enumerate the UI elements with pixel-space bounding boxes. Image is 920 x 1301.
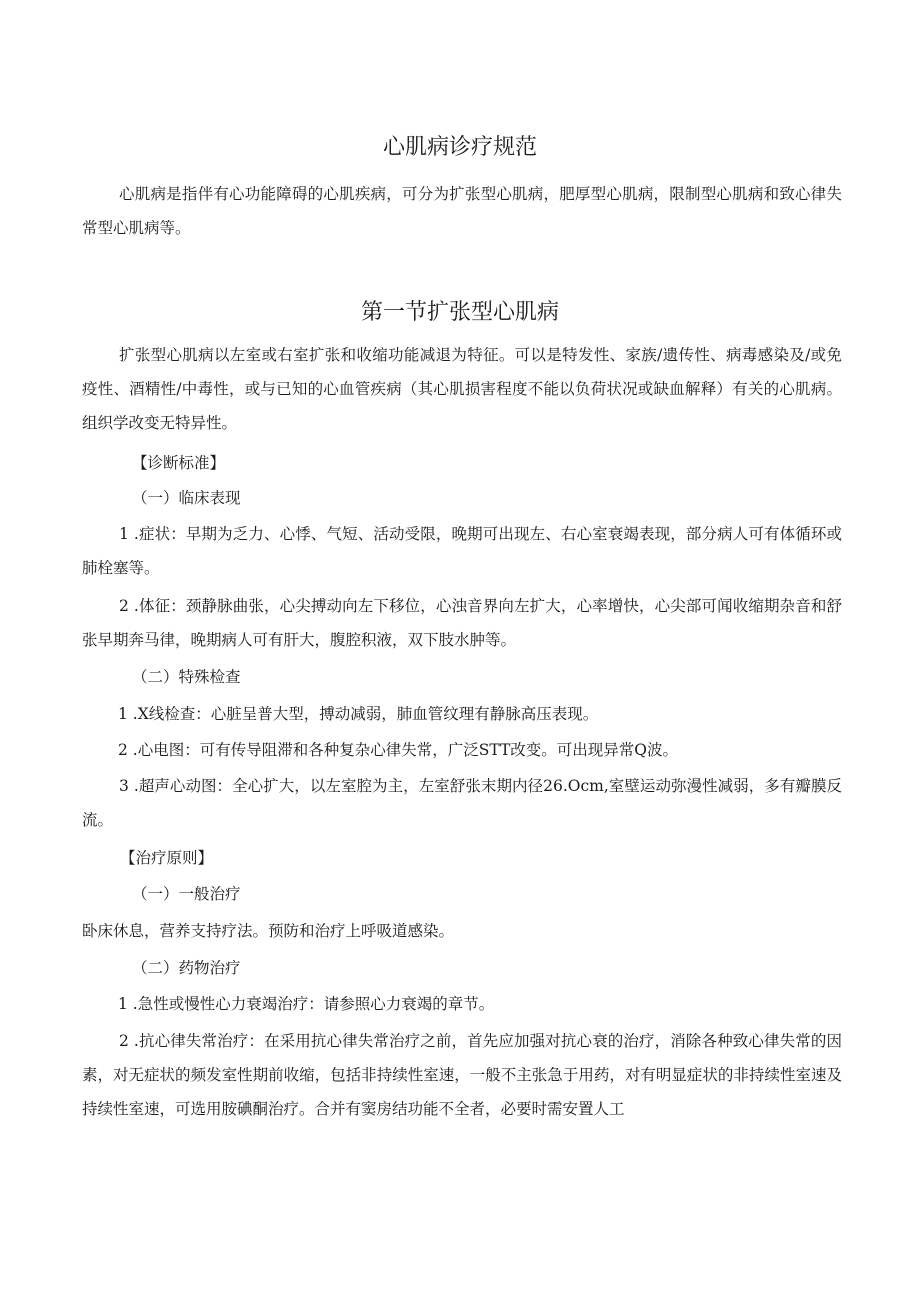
intro-paragraph: 心肌病是指伴有心功能障碍的心肌疾病，可分为扩张型心肌病，肥厚型心肌病，限制型心肌病和致心律失常型心肌病等。: [82, 185, 842, 237]
special-label: （二）特殊检查: [132, 668, 241, 686]
special-item-3: 3 .超声心动图：全心扩大，以左室腔为主，左室舒张末期内径26.Ocm,室壁运动弥漫性减弱，多有瓣膜反流。: [82, 777, 842, 829]
general-text: 卧床休息，营养支持疗法。预防和治疗上呼吸道感染。: [82, 922, 455, 940]
document-title: 心肌病诊疗规范: [382, 135, 537, 160]
drug-item-1: 1 .急性或慢性心力衰竭治疗：请参照心力衰竭的章节。: [118, 995, 495, 1013]
diagnosis-label: 【诊断标准】: [132, 454, 226, 472]
clinical-label: （一）临床表现: [132, 489, 241, 507]
special-item-2: 2 .心电图：可有传导阻滞和各种复杂心律失常，广泛STT改变。可出现异常Q波。: [118, 741, 679, 759]
general-label: （一）一般治疗: [132, 885, 241, 903]
section-heading: 第一节扩张型心肌病: [360, 300, 559, 325]
treatment-label: 【治疗原则】: [120, 849, 214, 867]
overview-paragraph: 扩张型心肌病以左室或右室扩张和收缩功能减退为特征。可以是特发性、家族/遗传性、病毒感染及/或免疫性、酒精性/中毒性，或与已知的心血管疾病（其心肌损害程度不能以负荷状况或缺血解释）有关的心肌病。组织学改变无特异性。: [82, 346, 842, 432]
clinical-item-1: 1 .症状：早期为乏力、心悸、气短、活动受限，晚期可出现左、右心室衰竭表现，部分病人可有体循环或肺栓塞等。: [82, 525, 842, 577]
drug-item-2: 2 .抗心律失常治疗：在采用抗心律失常治疗之前，首先应加强对抗心衰的治疗，消除各种致心律失常的因素，对无症状的频发室性期前收缩，包括非持续性室速，一般不主张急于用药，对有明显症状的非持续性室速及持续性室速，可选用胺碘酮治疗。合并有窦房结功能不全者，必要时需安置人工: [82, 1032, 842, 1118]
drug-label: （二）药物治疗: [132, 959, 241, 977]
clinical-item-2: 2 .体征：颈静脉曲张，心尖搏动向左下移位，心浊音界向左扩大，心率增快，心尖部可闻收缩期杂音和舒张早期奔马律，晚期病人可有肝大，腹腔积液，双下肢水肿等。: [82, 597, 842, 649]
special-item-1: 1 .X线检查：心脏呈普大型，搏动减弱，肺血管纹理有静脉高压表现。: [118, 705, 599, 723]
